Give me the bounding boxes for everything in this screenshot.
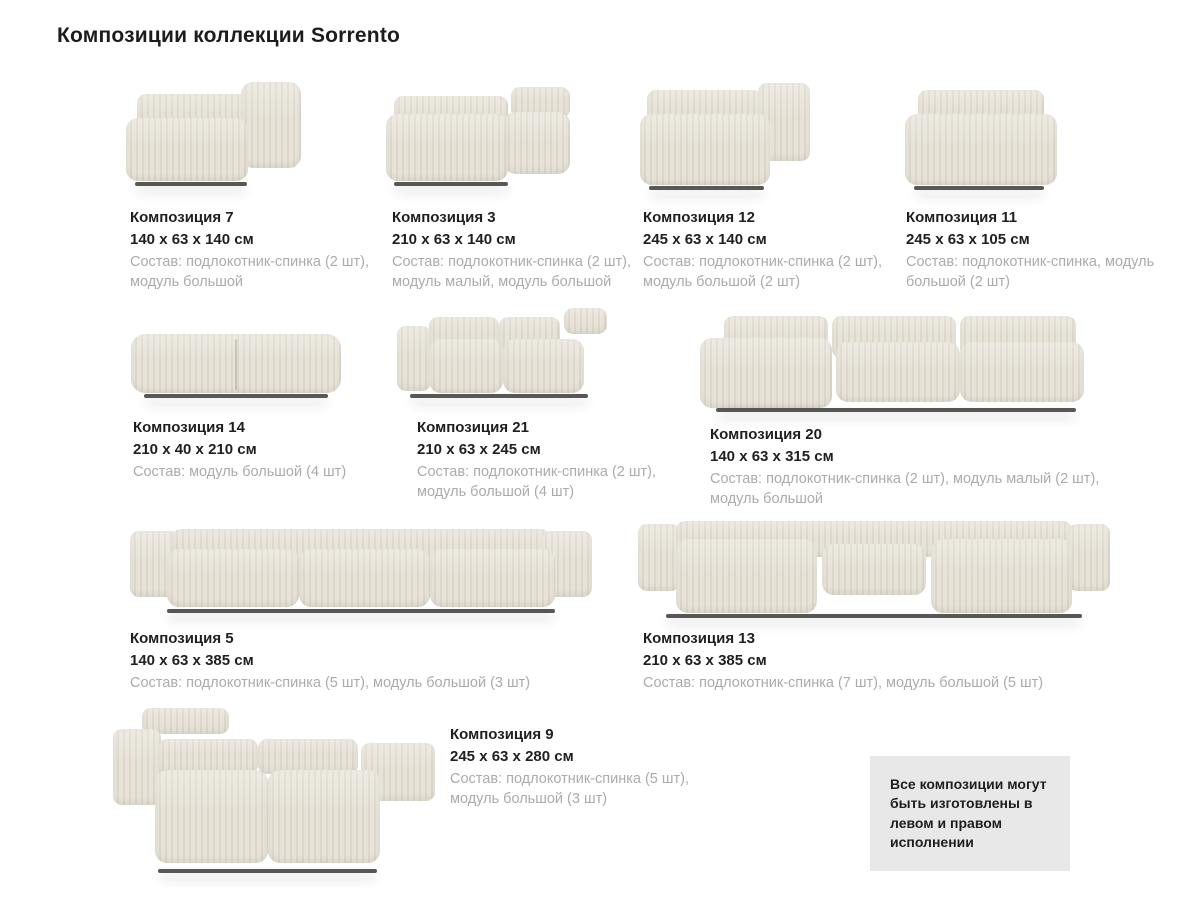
composition-dimensions: 245 x 63 x 140 см — [643, 231, 767, 248]
composition-name: Композиция 21 — [417, 419, 529, 436]
composition-contents: Состав: подлокотник-спинка (2 шт), модуль большой (4 шт) — [417, 464, 657, 500]
composition-dimensions: 245 x 63 x 280 см — [450, 748, 574, 765]
composition-contents: Состав: подлокотник-спинка (5 шт), модуль большой (3 шт) — [130, 675, 531, 691]
composition-contents: Состав: подлокотник-спинка (7 шт), модуль большой (5 шт) — [643, 675, 1044, 691]
sofa-plinth — [649, 186, 764, 190]
sofa-seat-module — [960, 342, 1084, 401]
composition-card-13 — [643, 630, 1118, 694]
sofa-chaise-module — [676, 539, 818, 613]
sofa-image-composition-20 — [700, 305, 1100, 415]
sofa-plinth — [666, 614, 1081, 618]
note-box: Все композиции могут быть изготовлены в левом и правом исполнении — [870, 756, 1070, 871]
composition-card-5 — [130, 630, 600, 694]
composition-dimensions: 210 x 40 x 210 см — [133, 441, 257, 458]
sofa-image-composition-13 — [638, 508, 1110, 620]
sofa-seat-module — [167, 549, 299, 607]
composition-dimensions: 210 x 63 x 245 см — [417, 441, 541, 458]
sofa-image-composition-11 — [905, 76, 1063, 194]
composition-card-14 — [133, 419, 398, 483]
composition-contents: Состав: подлокотник-спинка (2 шт), модуль большой (2 шт) — [643, 254, 883, 290]
composition-card-11 — [906, 209, 1176, 292]
sofa-plinth — [914, 186, 1044, 190]
composition-name: Композиция 11 — [906, 209, 1018, 226]
composition-dimensions: 210 x 63 x 385 см — [643, 652, 767, 669]
sofa-seat-module — [386, 114, 508, 181]
sofa-arm-module — [397, 326, 431, 390]
sofa-arm-module — [638, 524, 680, 591]
sofa-image-composition-14 — [127, 315, 345, 400]
sofa-seat-module — [640, 114, 770, 185]
composition-card-21 — [417, 419, 687, 502]
sofa-chaise-module — [700, 338, 832, 408]
composition-name: Композиция 14 — [133, 419, 245, 436]
composition-name: Композиция 12 — [643, 209, 755, 226]
composition-name: Композиция 7 — [130, 209, 234, 226]
sofa-plinth — [135, 182, 247, 186]
composition-dimensions: 140 x 63 x 140 см — [130, 231, 254, 248]
sofa-arm-module — [241, 82, 300, 167]
sofa-seat-module — [429, 339, 503, 392]
composition-dimensions: 245 x 63 x 105 см — [906, 231, 1030, 248]
composition-name: Композиция 9 — [450, 726, 554, 743]
sofa-image-composition-7 — [126, 78, 306, 190]
sofa-bed-module — [268, 770, 381, 863]
composition-dimensions: 210 x 63 x 140 см — [392, 231, 516, 248]
composition-contents: Состав: подлокотник-спинка (2 шт), модуль малый (2 шт), модуль большой — [710, 471, 1100, 507]
sofa-back-module — [258, 739, 358, 773]
sofa-seat-module — [299, 549, 431, 607]
sofa-image-composition-12 — [640, 76, 825, 194]
sofa-module-seam — [235, 339, 237, 390]
composition-card-7 — [130, 209, 395, 292]
sofa-seat-module — [503, 339, 584, 392]
composition-contents: Состав: подлокотник-спинка (5 шт), модуль большой (3 шт) — [450, 771, 690, 807]
composition-name: Композиция 5 — [130, 630, 234, 647]
sofa-seat-module — [430, 549, 555, 607]
sofa-seat-module — [504, 112, 571, 175]
sofa-arm-module — [564, 308, 606, 334]
composition-card-3 — [392, 209, 657, 292]
sofa-image-composition-5 — [130, 515, 592, 615]
composition-name: Композиция 13 — [643, 630, 755, 647]
sofa-plinth — [716, 408, 1076, 412]
composition-name: Композиция 3 — [392, 209, 496, 226]
sofa-seat-module — [905, 114, 1057, 185]
composition-dimensions: 140 x 63 x 315 см — [710, 448, 834, 465]
sofa-seat-module — [836, 342, 960, 401]
sofa-image-composition-9 — [113, 705, 435, 877]
sofa-bed-module — [155, 770, 268, 863]
sofa-plinth — [144, 394, 327, 398]
sofa-plinth — [167, 609, 555, 613]
sofa-plinth — [394, 182, 508, 186]
composition-contents: Состав: подлокотник-спинка (2 шт), модуль малый, модуль большой — [392, 254, 632, 290]
sofa-plinth — [158, 869, 377, 873]
sofa-plinth — [410, 394, 588, 398]
sofa-back-module — [158, 739, 258, 773]
composition-contents: Состав: подлокотник-спинка (2 шт), модуль большой — [130, 254, 370, 290]
composition-card-12 — [643, 209, 908, 292]
sofa-seat-module — [822, 544, 926, 596]
composition-dimensions: 140 x 63 x 385 см — [130, 652, 254, 669]
sofa-image-composition-21 — [397, 308, 609, 400]
composition-contents: Состав: подлокотник-спинка, модуль большой (2 шт) — [906, 254, 1155, 290]
page-title: Композиции коллекции Sorrento — [57, 24, 401, 47]
composition-card-20 — [710, 426, 1105, 509]
composition-contents: Состав: модуль большой (4 шт) — [133, 464, 347, 480]
composition-name: Композиция 20 — [710, 426, 822, 443]
composition-card-9 — [450, 726, 715, 809]
sofa-arm-module — [1068, 524, 1110, 591]
sofa-image-composition-3 — [386, 78, 576, 190]
sofa-seat-module — [126, 118, 248, 181]
sofa-chaise-module — [931, 539, 1073, 613]
